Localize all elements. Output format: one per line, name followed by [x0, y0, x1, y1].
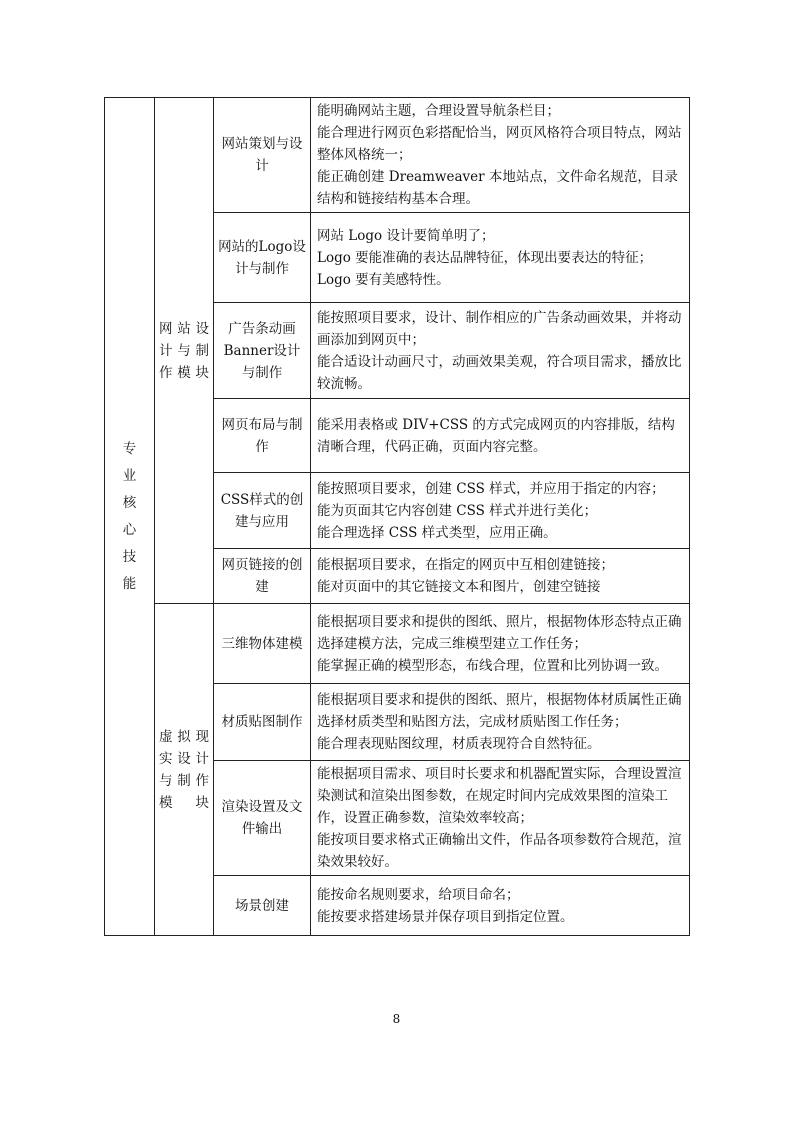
item-title: CSS样式的创建与应用: [220, 491, 304, 530]
requirement-line: 能采用表格或 DIV+CSS 的方式完成网页的内容排版，结构清晰合理，代码正确，页面内容完整。: [317, 416, 675, 455]
module-label: 网站设计与制作模块: [159, 320, 209, 381]
requirement-line: 能合理进行网页色彩搭配恰当，网页风格符合项目特点，网站整体风格统一；: [317, 125, 682, 163]
item-title: 三维物体建模: [221, 635, 303, 652]
item-title-cell: [214, 303, 311, 399]
item-title: 网页链接的创建: [221, 557, 303, 595]
requirement-line: 能根据项目要求和提供的图纸、照片，根据物体形态特点正确选择建模方法，完成三维模型建立工作任务；: [317, 613, 682, 652]
item-title-cell: [214, 549, 311, 604]
item-title-cell: [214, 473, 311, 549]
requirement-line: 能对页面中的其它链接文本和图片，创建空链接: [317, 579, 601, 595]
item-requirements-cell: [311, 549, 690, 604]
requirement-line: 能根据项目要求，在指定的网页中互相创建链接；: [317, 557, 614, 573]
requirement-line: 能合适设计动画尺寸，动画效果美观，符合项目需求，播放比较流畅。: [317, 353, 682, 392]
item-title: 场景创建: [235, 897, 289, 914]
requirement-line: 能按要求搭建场景并保存项目到指定位置。: [317, 908, 574, 925]
item-title: 网页布局与制作: [221, 416, 303, 455]
table-row: [105, 604, 690, 684]
category-cell: [105, 98, 155, 936]
item-requirements-cell: [311, 213, 690, 303]
page-number: 8: [392, 1012, 401, 1026]
item-requirements-cell: [311, 399, 690, 473]
item-title-cell: [214, 761, 311, 876]
requirement-line: 能根据项目要求和提供的图纸、照片，根据物体材质属性正确选择材质类型和贴图方法，完成材质贴图工作任务；: [317, 692, 682, 730]
item-requirements-cell: [311, 303, 690, 399]
requirement-line: 网站 Logo 设计要简单明了；: [317, 227, 495, 244]
requirement-line: 能按项目要求格式正确输出文件，作品各项参数符合规范，渲染效果较好。: [317, 832, 682, 870]
item-requirements-cell: [311, 473, 690, 549]
item-title: 网站的Logo设计与制作: [218, 238, 306, 277]
item-requirements-cell: [311, 98, 690, 213]
item-title-cell: [214, 684, 311, 761]
item-title-cell: [214, 98, 311, 213]
category-label: 专业核心技能: [122, 440, 137, 592]
item-title-cell: [214, 213, 311, 303]
item-title-cell: [214, 876, 311, 936]
requirement-line: 能按照项目要求，设计、制作相应的广告条动画效果，并将动画添加到网页中；: [317, 309, 682, 348]
requirement-line: 能合理选择 CSS 样式类型，应用正确。: [317, 524, 557, 541]
module-cell: [155, 604, 214, 936]
requirement-line: 能合理表现贴图纹理，材质表现符合自然特征。: [317, 736, 601, 752]
requirement-line: 能掌握正确的模型形态，布线合理，位置和比列协调一致。: [317, 657, 668, 674]
item-requirements-cell: [311, 684, 690, 761]
item-requirements-cell: [311, 604, 690, 684]
requirement-line: 能为页面其它内容创建 CSS 样式并进行美化；: [317, 502, 598, 519]
item-title: 渲染设置及文件输出: [221, 799, 303, 837]
item-title: 网站策划与设计: [221, 136, 303, 174]
item-title: 材质贴图制作: [221, 714, 303, 730]
item-requirements-cell: [311, 761, 690, 876]
table-row: [105, 98, 690, 213]
requirement-line: 能正确创建 Dreamweaver 本地站点，文件命名规范，目录结构和链接结构基本合理。: [317, 169, 678, 207]
requirement-line: 能根据项目需求、项目时长要求和机器配置实际，合理设置渲染测试和渲染出图参数，在规定时间内完成效果图的渲染工作，设置正确参数，渲染效率较高；: [317, 766, 682, 826]
requirement-line: 能按照项目要求，创建 CSS 样式，并应用于指定的内容；: [317, 480, 665, 497]
item-requirements-cell: [311, 876, 690, 936]
module-cell: [155, 98, 214, 604]
skills-table: [104, 97, 690, 936]
requirement-line: Logo 要有美感特性。: [317, 271, 450, 288]
item-title-cell: [214, 604, 311, 684]
item-title: 广告条动画Banner设计与制作: [223, 320, 301, 381]
requirement-line: 能明确网站主题，合理设置导航条栏目；: [317, 103, 560, 119]
requirement-line: Logo 要能准确的表达品牌特征，体现出要表达的特征；: [317, 249, 653, 266]
item-title-cell: [214, 399, 311, 473]
requirement-line: 能按命名规则要求，给项目命名；: [317, 886, 520, 903]
module-label: 虚拟现实设计与制作模块: [159, 728, 209, 811]
